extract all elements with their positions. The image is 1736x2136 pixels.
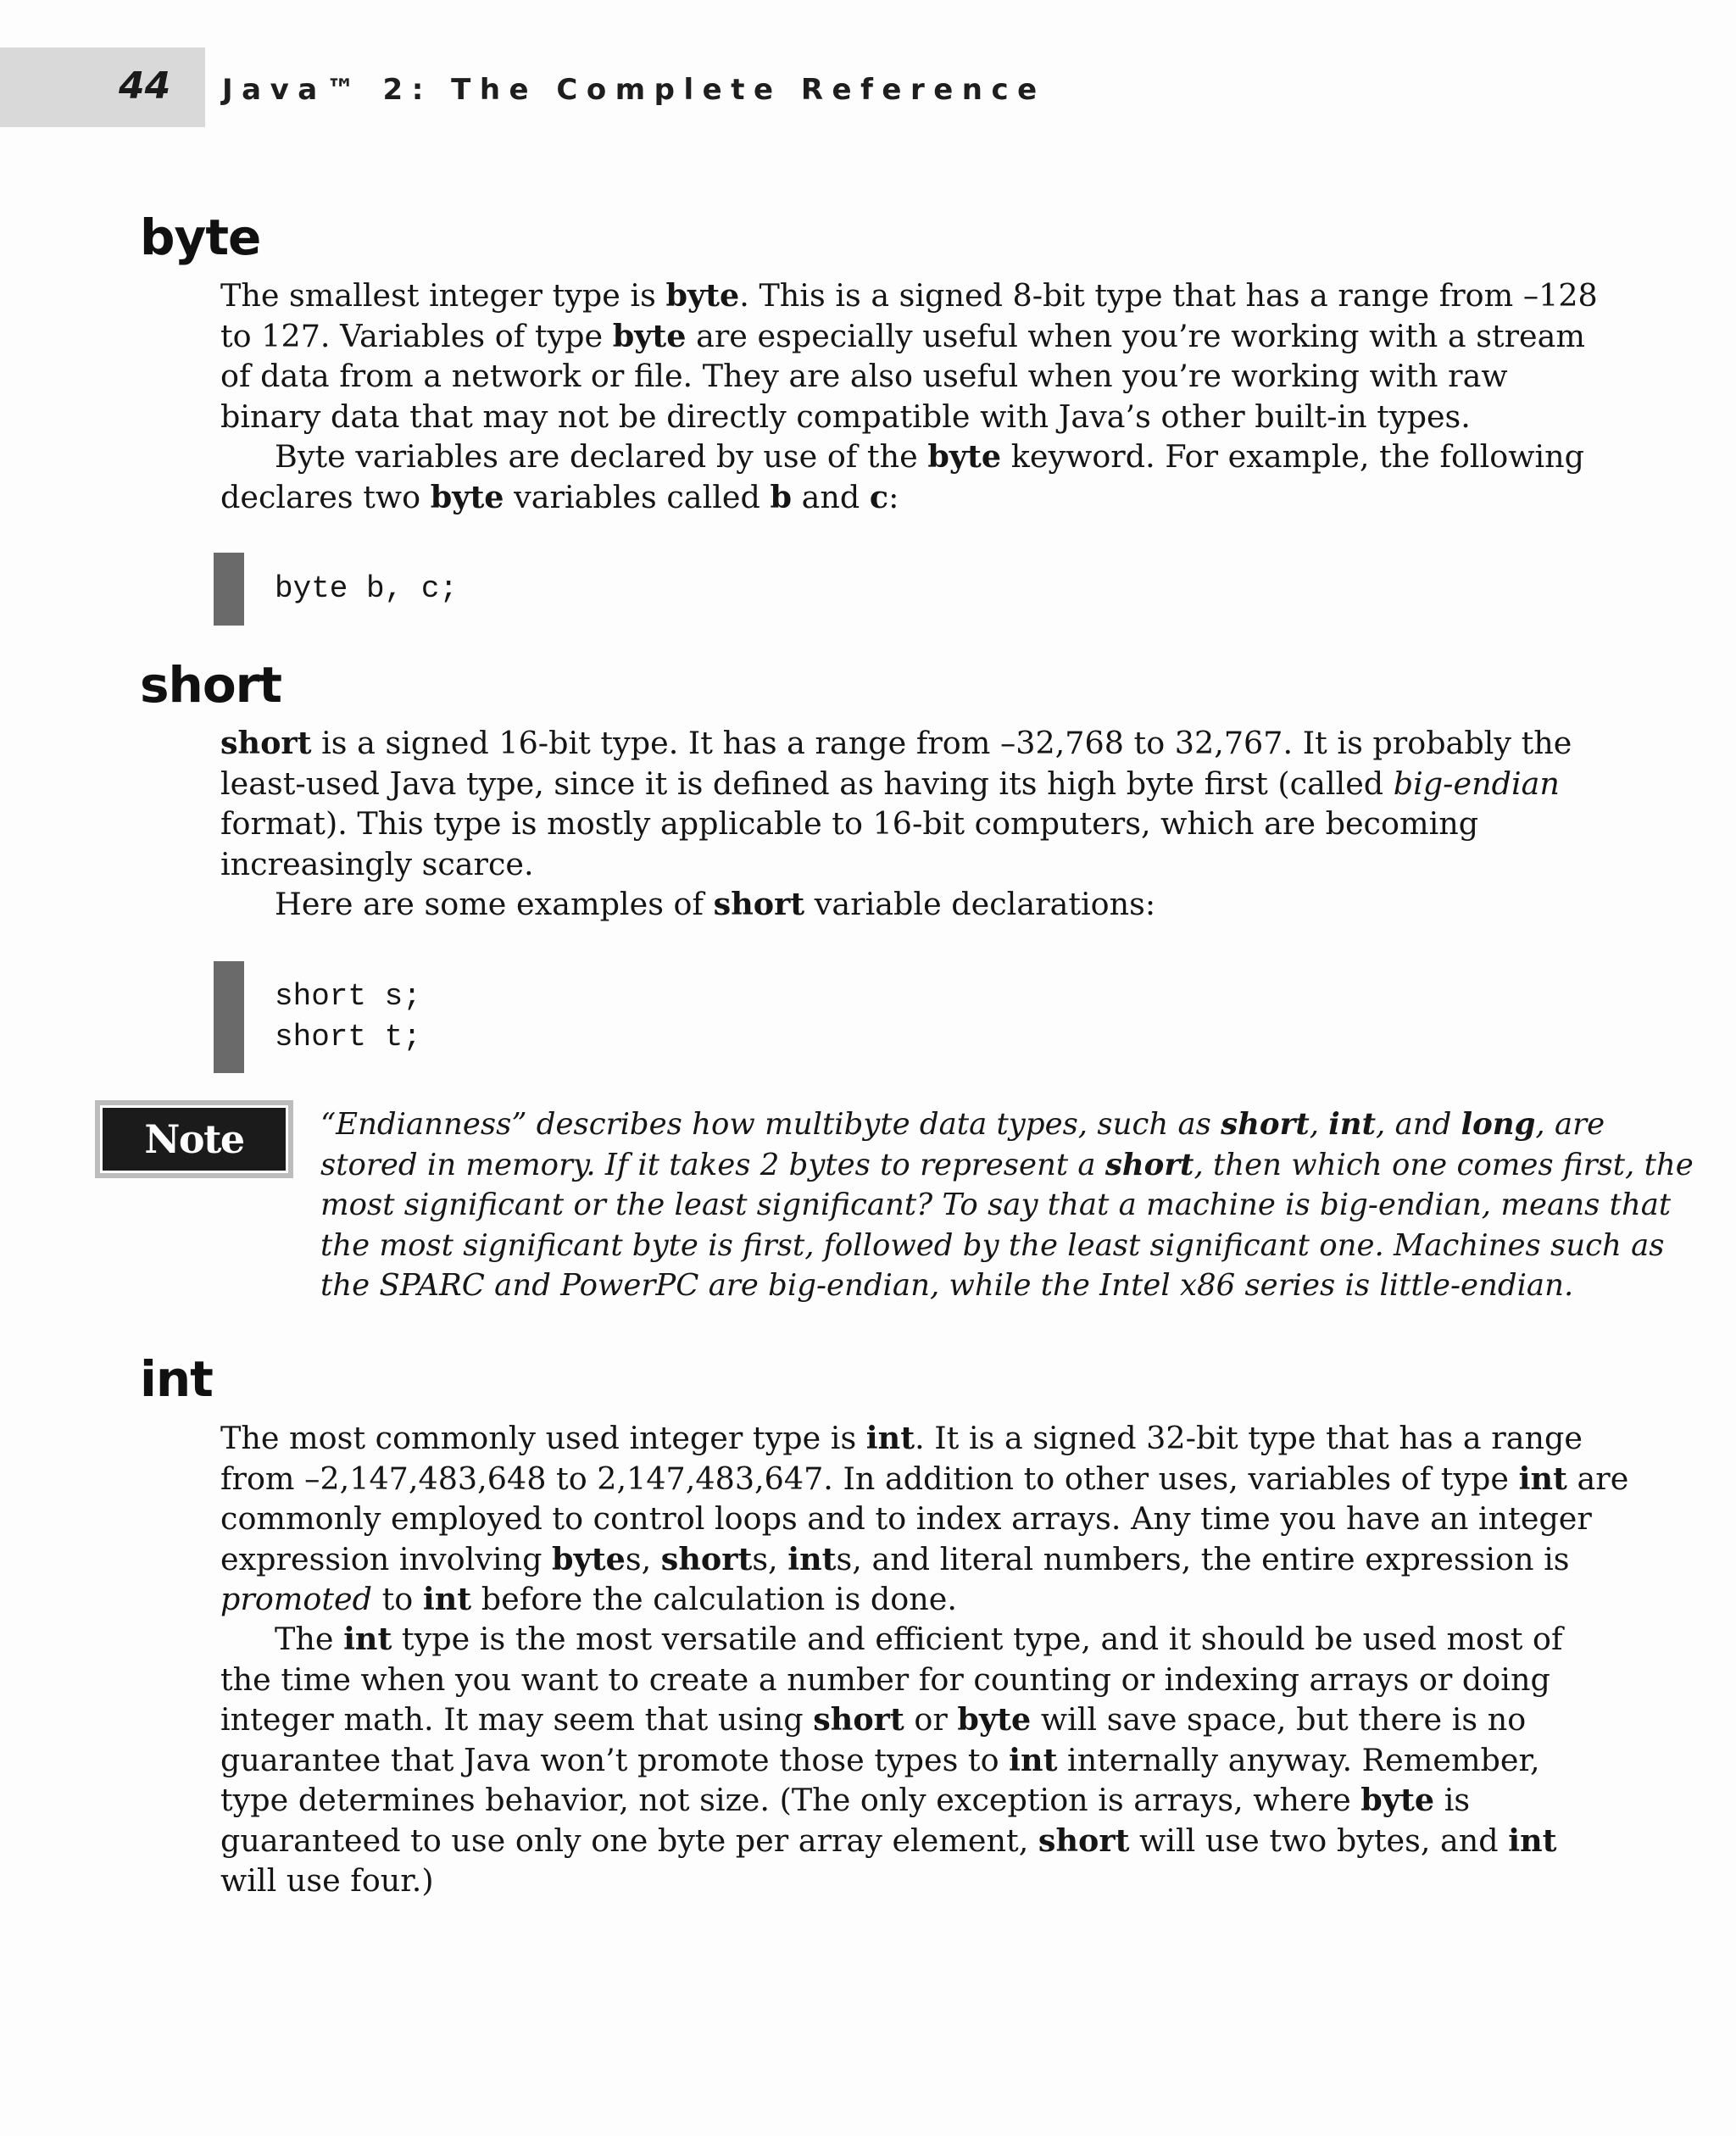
short-paragraph-2: Here are some examples of short variable declarations: [275,886,1156,922]
byte-paragraph-1: The smallest integer type is byte. This is a signed 8-bit type that has a range from –128 to 127. Variables of type byte are especially useful when you’re working with a stream of data from a network or file. They are also useful when you’re working with raw binary data that may not be directly compatible with Java’s other built-in types. [220,277,1598,435]
running-title: Java™ 2: The Complete Reference [222,73,1046,107]
page-number-tab [0,47,205,127]
code-block-short: short s; short t; [275,979,421,1054]
note-badge [95,1100,293,1178]
int-paragraph-2: The int type is the most versatile and efficient type, and it should be used most of the time when you want to create a number for counting or indexing arrays or doing integer math. It may seem that using short or byte will save space, but there is no guarantee that Java won’t promote those types to int internally anyway. Remember, type determines behavior, not size. (The only exception is arrays, where byte is guaranteed to use only one byte per array element, short will use two bytes, and int will use four.) [220,1621,1563,1899]
code-block-byte: byte b, c; [275,571,459,606]
code-block-bar [214,553,244,626]
section-heading-byte: byte [140,209,261,266]
page-number: 44 [119,64,171,108]
note-text: “Endianness” describes how multibyte data types, such as short, int, and long, are stored in memory. If it takes 2 bytes to represent a short, then which one comes first, the most significant or the least significant? To say that a machine is big-endian, means that the most significant byte is first, followed by the least significant one. Machines such as the SPARC and PowerPC are big-endian, while the Intel x86 series is little-endian. [320,1107,1694,1303]
note-label: Note [144,1116,244,1162]
note-badge-inner [100,1105,288,1173]
int-paragraph-1: The most commonly used integer type is int. It is a signed 32-bit type that has a range from –2,147,483,648 to 2,147,483,647. In addition to other uses, variables of type int are commonly employed to control loops and to index arrays. Any time you have an integer expression involving bytes, shorts, ints, and literal numbers, the entire expression is promoted to int before the calculation is done. [220,1420,1629,1617]
section-heading-int: int [140,1350,213,1408]
short-paragraph-1: short is a signed 16-bit type. It has a range from –32,768 to 32,767. It is probably the least-used Java type, since it is defined as having its high byte first (called big-endian format). This type is mostly applicable to 16-bit computers, which are becoming increasingly scarce. [220,725,1572,882]
byte-paragraph-2: Byte variables are declared by use of the byte keyword. For example, the following declares two byte variables called b and c: [220,438,1585,515]
code-block-bar [214,961,244,1073]
section-heading-short: short [140,656,281,714]
